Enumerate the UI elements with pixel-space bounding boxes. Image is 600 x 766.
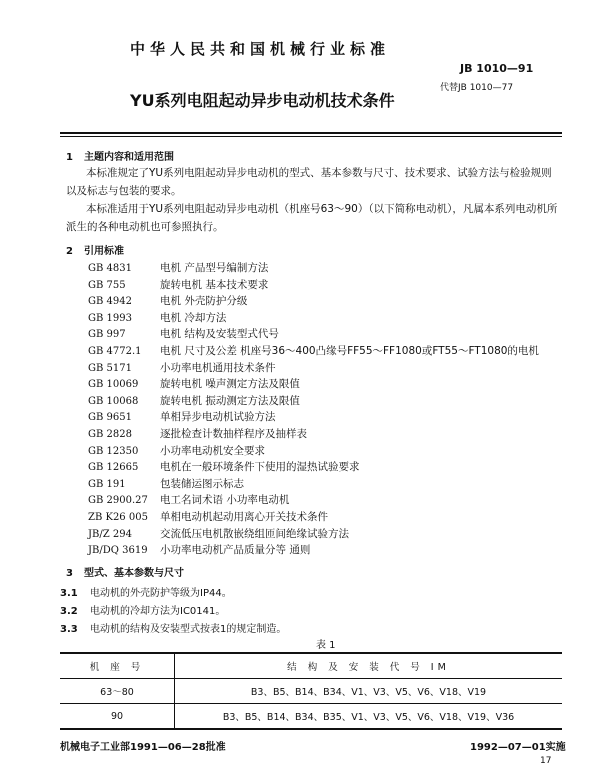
table-row (60, 704, 562, 730)
reference-item (88, 542, 310, 559)
reference-code: JB/DQ 3619 (88, 545, 148, 557)
page-number: 17 (540, 756, 552, 766)
table-cell-codes: B3、B5、B14、B34、V1、V3、V5、V6、V18、V19 (175, 679, 563, 704)
clause-number: 3.3 (60, 624, 78, 635)
reference-item (88, 310, 226, 327)
section-2-heading (66, 242, 124, 257)
reference-item (88, 526, 349, 543)
reference-title: 小功率电动机产品质量分等 通则 (160, 544, 311, 557)
header-divider-thin (60, 136, 562, 137)
clause-number: 3.1 (60, 588, 78, 599)
reference-code: GB 4942 (88, 296, 132, 308)
clause-3-2 (60, 602, 225, 617)
section-title: 引用标准 (84, 246, 124, 257)
reference-title: 电机 冷却方法 (160, 311, 227, 324)
reference-code: JB/Z 294 (88, 528, 132, 540)
reference-title: 单相异步电动机试验方法 (160, 411, 276, 424)
reference-item (88, 393, 300, 410)
reference-code: GB 2900.27 (88, 495, 148, 507)
reference-item (88, 509, 328, 526)
reference-code: GB 9651 (88, 412, 132, 424)
reference-code: GB 4831 (88, 263, 132, 274)
clause-text: 电动机的冷却方法为IC0141。 (90, 606, 226, 617)
reference-item (88, 343, 539, 360)
reference-code: GB 12350 (88, 445, 139, 457)
section-1-heading (66, 148, 174, 163)
reference-code: GB 2828 (88, 429, 132, 440)
reference-title: 旋转电机 基本技术要求 (160, 278, 269, 291)
reference-item (88, 260, 268, 277)
standard-org-title: 中华人民共和国机械行业标准 (130, 40, 391, 58)
reference-title: 小功率电机通用技术条件 (160, 361, 276, 374)
header-divider (60, 132, 562, 134)
implementation-date: 1992—07—01实施 (470, 742, 566, 753)
reference-item (88, 443, 265, 460)
section-title: 型式、基本参数与尺寸 (84, 568, 184, 579)
section-title: 主题内容和适用范围 (84, 152, 174, 163)
reference-code: GB 10069 (88, 379, 139, 391)
table-caption: 表 1 (316, 640, 336, 651)
table-row (60, 679, 562, 704)
section-number: 2 (66, 246, 73, 257)
replaces-code: 代替JB 1010—77 (440, 83, 514, 93)
reference-item (88, 293, 247, 310)
clause-text: 电动机的外壳防护等级为IP44。 (90, 588, 232, 599)
reference-title: 旋转电机 噪声测定方法及限值 (160, 378, 300, 391)
section-number: 3 (66, 568, 73, 579)
reference-title: 小功率电动机安全要求 (160, 444, 265, 457)
table-header-frame-number: 机 座 号 (60, 653, 175, 679)
clause-number: 3.2 (60, 606, 78, 617)
reference-item (88, 277, 268, 294)
reference-code: GB 4772.1 (88, 346, 142, 357)
table-1 (60, 652, 562, 730)
reference-title: 电机 尺寸及公差 机座号36～400凸缘号FF55～FF1080或FT55～FT1080的电机 (160, 345, 539, 357)
reference-code: GB 12665 (88, 462, 139, 474)
clause-text: 电动机的结构及安装型式按表1的规定制造。 (90, 624, 287, 635)
reference-title: 电机 结构及安装型式代号 (160, 328, 279, 341)
reference-code: GB 5171 (88, 362, 132, 374)
document-title: YU系列电阻起动异步电动机技术条件 (130, 91, 395, 110)
clause-3-1 (60, 584, 232, 599)
reference-item (88, 459, 360, 476)
reference-code: GB 755 (88, 279, 126, 291)
reference-title: 逐批检查计数抽样程序及抽样表 (160, 428, 307, 440)
table-cell-frame: 90 (60, 704, 175, 730)
section-number: 1 (66, 152, 73, 163)
reference-item (88, 492, 289, 509)
section-1-paragraph-1: 本标准规定了YU系列电阻起动异步电动机的型式、基本参数与尺寸、技术要求、试验方法与检验规则以及标志与包装的要求。 (66, 167, 552, 197)
reference-code: GB 997 (88, 329, 126, 341)
reference-item (88, 326, 279, 343)
reference-title: 旋转电机 振动测定方法及限值 (160, 394, 300, 407)
reference-title: 单相电动机起动用离心开关技术条件 (160, 511, 328, 523)
approval-date: 机械电子工业部1991—06—28批准 (60, 742, 226, 753)
reference-title: 电机在一般环境条件下使用的湿热试验要求 (160, 461, 360, 474)
table-header-mounting-code: 结 构 及 安 装 代 号 IM (175, 653, 563, 679)
reference-item (88, 360, 276, 377)
reference-code: ZB K26 005 (88, 512, 148, 523)
reference-title: 电机 产品型号编制方法 (160, 262, 269, 274)
reference-item (88, 376, 300, 393)
reference-item (88, 426, 307, 443)
reference-item (88, 476, 244, 493)
reference-code: GB 10068 (88, 395, 139, 407)
section-3-heading (66, 564, 184, 579)
reference-title: 包装储运图示标志 (160, 477, 244, 490)
reference-code: GB 1993 (88, 312, 132, 324)
reference-title: 交流低压电机散嵌绕组匝间绝缘试验方法 (160, 527, 349, 540)
clause-3-3 (60, 620, 286, 635)
standard-code: JB 1010—91 (460, 62, 534, 75)
reference-title: 电工名词术语 小功率电动机 (160, 494, 290, 507)
reference-code: GB 191 (88, 478, 126, 490)
table-cell-frame: 63～80 (60, 679, 175, 704)
reference-item (88, 409, 276, 426)
table-cell-codes: B3、B5、B14、B34、B35、V1、V3、V5、V6、V18、V19、V36 (175, 704, 563, 730)
section-1-paragraph-2: 本标准适用于YU系列电阻起动异步电动机（机座号63～90）（以下简称电动机），凡属本系列电动机所派生的各种电动机也可参照执行。 (66, 203, 558, 233)
reference-title: 电机 外壳防护分级 (160, 295, 248, 308)
